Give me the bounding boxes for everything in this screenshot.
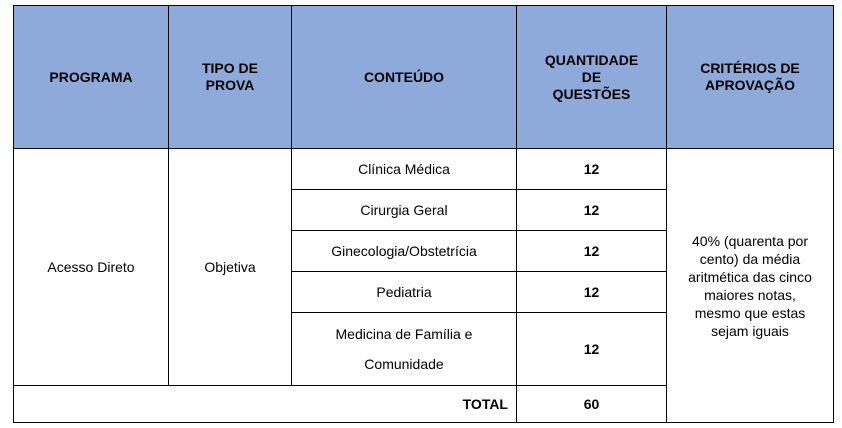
criterios-line: aritmética das cinco [688, 268, 812, 285]
conteudo-cell [292, 313, 517, 386]
criterios-line: 40% (quarenta por [692, 232, 808, 249]
header-conteudo-line: CONTEÚDO [363, 68, 445, 85]
header-quantidade-line: DE [581, 68, 602, 85]
questoes-cell: 12 [517, 313, 667, 386]
conteudo-cell: Clínica Médica [292, 149, 517, 190]
exam-table [13, 5, 834, 423]
conteudo-line: Comunidade [364, 356, 444, 372]
header-tipo-line: PROVA [205, 77, 255, 93]
conteudo-cell: Ginecologia/Obstetrícia [292, 231, 517, 272]
criterios-line: maiores notas, [704, 286, 796, 303]
questoes-cell: 12 [517, 190, 667, 231]
programa-cell: Acesso Direto [14, 149, 169, 386]
header-row [14, 6, 834, 149]
total-label: TOTAL [14, 386, 517, 423]
conteudo-cell: Cirurgia Geral [292, 190, 517, 231]
conteudo-cell: Pediatria [292, 272, 517, 313]
total-value: 60 [517, 386, 667, 423]
header-criterios-line: CRITÉRIOS DE [700, 60, 800, 76]
header-criterios-line: APROVAÇÃO [705, 77, 795, 93]
header-criterios [667, 6, 834, 149]
header-programa-line: PROGRAMA [49, 68, 133, 85]
criterios-line: sejam iguais [711, 322, 789, 339]
header-conteudo [292, 6, 517, 149]
tipo-prova-cell: Objetiva [169, 149, 292, 386]
header-tipo-line: TIPO DE [201, 60, 258, 76]
questoes-cell: 12 [517, 272, 667, 313]
header-quantidade-line: QUANTIDADE [544, 51, 639, 68]
header-quantidade [517, 6, 667, 149]
header-quantidade-line: QUESTÕES [552, 85, 631, 102]
criterios-line: cento) da média [699, 250, 801, 267]
questoes-cell: 12 [517, 231, 667, 272]
criterios-cell [667, 149, 834, 423]
header-tipo-prova [169, 6, 292, 149]
header-programa [14, 6, 169, 149]
questoes-cell: 12 [517, 149, 667, 190]
criterios-line: mesmo que estas [694, 304, 806, 321]
conteudo-line: Medicina de Família e [335, 326, 473, 342]
table-row [14, 149, 834, 190]
